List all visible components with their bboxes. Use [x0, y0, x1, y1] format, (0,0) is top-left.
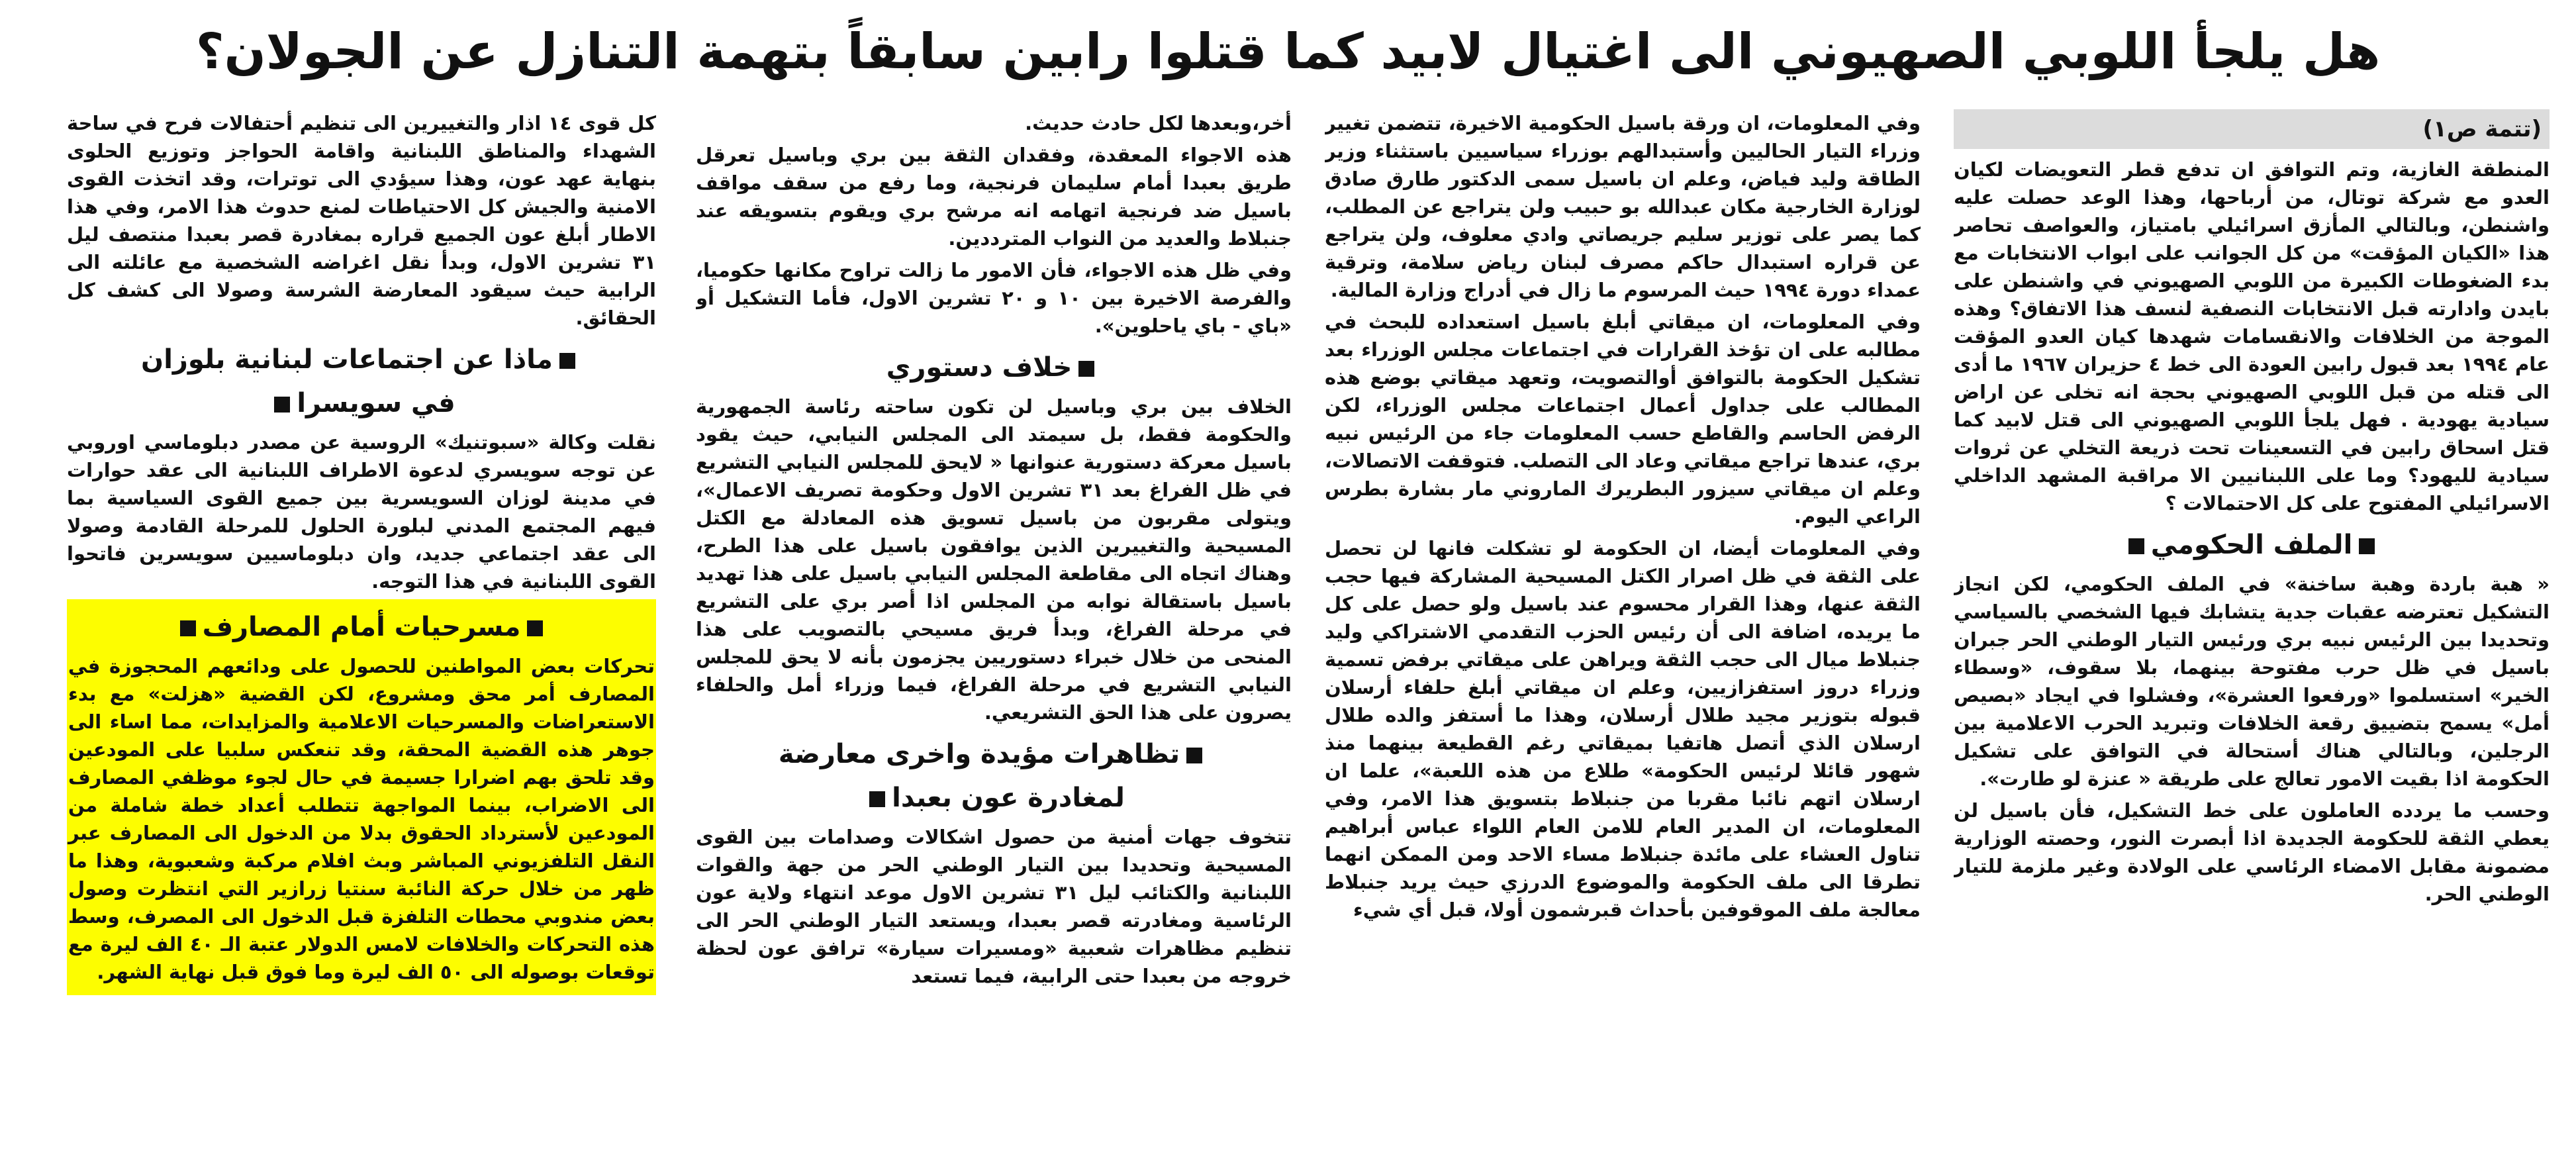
subheading	[67, 385, 656, 422]
paragraph: وفي ظل هذه الاجواء، فأن الامور ما زالت تراوح مكانها حكوميا، والفرصة الاخيرة بين ١٠ و ٢٠ تشرين الاول، فأما التشكيل أو «باي - باي ياحلوين».	[696, 259, 1292, 337]
subheading-text: الملف الحكومي	[2150, 530, 2353, 560]
square-bullet-icon	[274, 397, 290, 413]
subheading-text: لمغادرة عون بعبدا	[892, 783, 1125, 813]
column-2	[1325, 109, 1921, 1157]
paragraph: هذه الاجواء المعقدة، وفقدان الثقة بين بري وباسيل تعرقل طريق بعبدا أمام سليمان فرنجية، وما رفع من سقف مواقف باسيل ضد فرنجية اتهامه انه مرشح بري ويقوم بتسويقه عند جنبلاط والعديد من النواب المترددين.	[696, 144, 1292, 250]
paragraph: كل قوى ١٤ اذار والتغييرين الى تنظيم أحتفالات فرح في ساحة الشهداء والمناطق اللبنانية واقامة الحواجز وتوزيع الحلوى بنهاية عهد عون، وهذا سيؤدي الى توترات، وقد اتخذت القوى الامنية والجيش كل الاحتياطات لمنع حدوث هذا الامر، وفي هذا الاطار أبلغ عون الجميع قراره بمغادرة قصر بعبدا منتصف ليل ٣١ تشرين الاول، وبدأ نقل اغراضه الشخصية مع عائلته الى الرابية حيث سيقود المعارضة الشرسة وصولا الى كشف كل الحقائق.	[67, 112, 656, 329]
column-4	[67, 109, 656, 1157]
paragraph: تتخوف جهات أمنية من حصول اشكالات وصدامات بين القوى المسيحية وتحديدا بين التيار الوطني الحر من جهة والقوات اللبنانية والكتائب ليل ٣١ تشرين الاول موعد انتهاء ولاية عون الرئاسية ومغادرته قصر بعبدا، ويستعد التيار الوطني الحر الى تنظيم مظاهرات شعبية «ومسيرات سيارة» ترافق عون لحظة خروجه من بعبدا حتى الرابية، فيما تستعد	[696, 826, 1292, 987]
square-bullet-icon	[869, 791, 885, 807]
paragraph: نقلت وكالة «سبوتنيك» الروسية عن مصدر دبلوماسي اوروبي عن توجه سويسري لدعوة الاطراف اللبنانية الى عقد حوارات في مدينة لوزان السويسرية بين جميع القوى السياسية بما فيهم المجتمع المدني لبلورة الحلول للمرحلة القادمة وصولا الى عقد اجتماعي جديد، وان دبلوماسيين سويسرين فاتحوا القوى اللبنانية في هذا التوجه.	[67, 431, 656, 593]
paragraph: المنطقة الغازية، وتم التوافق ان تدفع قطر التعويضات لكيان العدو مع شركة توتال، من أرباحها، وهذا الوعد حصلت عليه واشنطن، وبالتالي المأزق اسرائيلي بامتياز، والعواصف تحاصر هذا «الكيان المؤقت» من كل الجوانب على ابواب الانتخابات مع بدء الضغوطات الكبيرة من اللوبي الصهيوني في واشنطن على بايدن وادارته قبل الانتخابات النصفية لنسف هذا الاتفاق؟ وهذه الموجة من الخلافات والانقسامات شهدها كيان العدو المؤقت عام ١٩٩٤ بعد قبول رابين العودة الى خط ٤ حزيران ١٩٦٧ ما أدى الى قتله من قبل اللوبي الصهيوني بحجة انه تخلى عن اراض سيادية يهودية . فهل يلجأ اللوبي الصهيوني الى قتل لابيد كما قتل اسحاق رابين في التسعينات تحت ذريعة التخلي عن ثروات سيادية لليهود؟ وما على اللبنانيين الا مراقبة المشهد الداخلي الاسرائيلي المفتوح على كل الاحتمالات ؟	[1954, 158, 2550, 514]
subheading	[67, 341, 656, 378]
headline: هل يلجأ اللوبي الصهيوني الى اغتيال لابيد كما قتلوا رابين سابقاً بتهمة التنازل عن الجولان؟	[195, 23, 2381, 80]
highlighted-box	[67, 599, 656, 995]
square-bullet-icon	[559, 353, 575, 369]
paragraph: « هبة باردة وهبة ساخنة» في الملف الحكومي، لكن انجاز التشكيل تعترضه عقبات جدية يتشابك فيها الشخصي بالسياسي وتحديدا بين الرئيس نبيه بري ورئيس التيار الوطني الحر جبران باسيل في ظل حرب مفتوحة بينهما، بلا سقوف، «وسطاء الخير» استسلموا «ورفعوا العشرة»، وفشلوا في ايجاد «بصيص أمل» يسمح بتضييق رقعة الخلافات وتبريد الحرب الاعلامية بين الرجلين، وبالتالي هناك أستحالة في التوافق على تشكيل الحكومة اذا بقيت الامور تعالج على طريقة « عنزة لو طارت».	[1954, 573, 2550, 790]
column-1	[1954, 109, 2550, 1157]
subheading-text: في سويسرا	[297, 388, 455, 418]
paragraph: وفي المعلومات، ان ورقة باسيل الحكومية الاخيرة، تتضمن تغيير وزراء التيار الحاليين وأستبدالهم بوزراء سياسيين باستثناء وزير الطاقة وليد فياض، وعلم ان باسيل سمى الدكتور طارق صادق لوزارة الخارجية مكان عبدالله بو حبيب ولن يتراجع عن المطلب، كما يصر على توزير سليم جريصاتي وادي معلوف، ولن يتراجع عن قراره استبدال حاكم مصرف لبنان رياض سلامة، وترقية عمداء دورة ١٩٩٤ حيث المرسوم ما زال في أدراج وزارة المالية.	[1325, 112, 1921, 301]
subheading-text: خلاف دستوري	[886, 352, 1073, 383]
paragraph: الخلاف بين بري وباسيل لن تكون ساحته رئاسة الجمهورية والحكومة فقط، بل سيمتد الى المجلس النيابي، حيث يقود باسيل معركة دستورية عنوانها « لايحق للمجلس النيابي التشريع في ظل الفراغ بعد ٣١ تشرين الاول وحكومة تصريف الاعمال»، ويتولى مقربون من باسيل تسويق هذه المعادلة مع الكتل المسيحية والتغييرين الذين يوافقون باسيل على هذا الطرح، وهناك اتجاه الى مقاطعة المجلس النيابي باسيل على هذا تهديد باسيل باستقالة نوابه من المجلس اذا أصر بري على التشريع في مرحلة الفراغ، وبدأ فريق مسيحي بالتصويب على هذا المنحى من خلال خبراء دستوريين يجزمون بأنه لا يحق للمجلس النيابي التشريع في مرحلة الفراغ، فيما وزراء أمل والحلفاء يصرون على هذا الحق التشريعي.	[696, 395, 1292, 724]
paragraph: تحركات بعض المواطنين للحصول على ودائعهم المحجوزة في المصارف أمر محق ومشروع، لكن القضية «هزلت» مع بدء الاستعراضات والمسرحيات الاعلامية والمزايدات، مما اساء الى جوهر هذه القضية المحقة، وقد تنعكس سلبيا على المودعين وقد تلحق بهم اضرارا جسيمة في حال لجوء موظفي المصارف الى الاضراب، بينما المواجهة تتطلب أعداد خطة شاملة من المودعين لأسترداد الحقوق بدلا من الدخول الى المصارف عبر النقل التلفزيوني المباشر وبث افلام مركبة وشعبوية، وهذا ما ظهر من خلال حركة النائبة سنتيا زرازير التي انتظرت وصول بعض مندوبي محطات التلفزة قبل الدخول الى المصرف، وسط هذه التحركات والخلافات لامس الدولار عتبة الـ ٤٠ الف ليرة مع توقعات بوصوله الى ٥٠ الف ليرة وما فوق قبل نهاية الشهر.	[68, 655, 655, 983]
square-bullet-icon	[2128, 538, 2144, 554]
subheading	[696, 779, 1292, 816]
column-3	[696, 109, 1292, 1157]
paragraph: أخر،وبعدها لكل حادث حديث.	[1025, 112, 1292, 134]
square-bullet-icon	[2359, 538, 2375, 554]
paragraph: وفي المعلومات، ان ميقاتي أبلغ باسيل استعداده للبحث في مطالبه على ان تؤخذ القرارات في اجتماعات مجلس الوزراء بعد تشكيل الحكومة بالتوافق أوالتصويت، وتعهد ميقاتي بوضع هذه المطالب على جداول أعمال اجتماعات مجلس الوزراء، لكن الرفض الحاسم والقاطع حسب المعلومات جاء من الرئيس نبيه بري، عندها تراجع ميقاتي وعاد الى التصلب. فتوقفت الاتصالات، وعلم ان ميقاتي سيزور البطريرك الماروني مار بشارة بطرس الراعي اليوم.	[1325, 311, 1921, 528]
paragraph: وفي المعلومات أيضا، ان الحكومة لو تشكلت فانها لن تحصل على الثقة في ظل اصرار الكتل المسيحية المشاركة فيها حجب الثقة عنها، وهذا القرار محسوم عند باسيل ولو حصل على كل ما يريده، اضافة الى أن رئيس الحزب التقدمي الاشتراكي وليد جنبلاط ميال الى حجب الثقة ويراهن على ميقاتي برفض تسمية وزراء دروز استفزازيين، وعلم ان ميقاتي أبلغ حلفاء أرسلان قبوله بتوزير مجيد طلال أرسلان، وهذا ما أستفز والده طلال ارسلان الذي أتصل هاتفيا بميقاتي رغم القطيعة بينهما منذ شهور قائلا لرئيس الحكومة» طلاع من هذه اللعبة»، علما ان ارسلان اتهم نائبا مقربا من جنبلاط بتسويق هذا الامر، وفي المعلومات، ان المدير العام للامن العام اللواء عباس أبراهيم تناول العشاء على مائدة جنبلاط مساء الاحد ومن الممكن انهما تطرقا الى ملف الحكومة والموضوع الدرزي حيث يريد جنبلاط معالجة ملف الموقوفين بأحداث قبرشمون أولا، قبل أي شيء	[1325, 537, 1921, 921]
continued-label: (تتمة ص١)	[1954, 109, 2550, 149]
subheading-text: مسرحيات أمام المصارف	[202, 612, 521, 642]
square-bullet-icon	[180, 620, 196, 636]
subheading	[696, 349, 1292, 386]
subheading	[696, 736, 1292, 773]
paragraph: وحسب ما يردده العاملون على خط التشكيل، فأن باسيل لن يعطي الثقة للحكومة الجديدة اذا أبصرت النور، وحصته الوزارية مضمونة مقابل الامضاء الرئاسي على الولادة وغير ملزمة للتيار الوطني الحر.	[1954, 799, 2550, 905]
square-bullet-icon	[1078, 361, 1094, 377]
square-bullet-icon	[1186, 748, 1202, 763]
square-bullet-icon	[527, 620, 543, 636]
subheading-text: ماذا عن اجتماعات لبنانية بلوزان	[141, 344, 553, 375]
subheading	[68, 609, 655, 646]
subheading-text: تظاهرات مؤيدة واخرى معارضة	[778, 739, 1180, 769]
subheading	[1954, 526, 2550, 563]
